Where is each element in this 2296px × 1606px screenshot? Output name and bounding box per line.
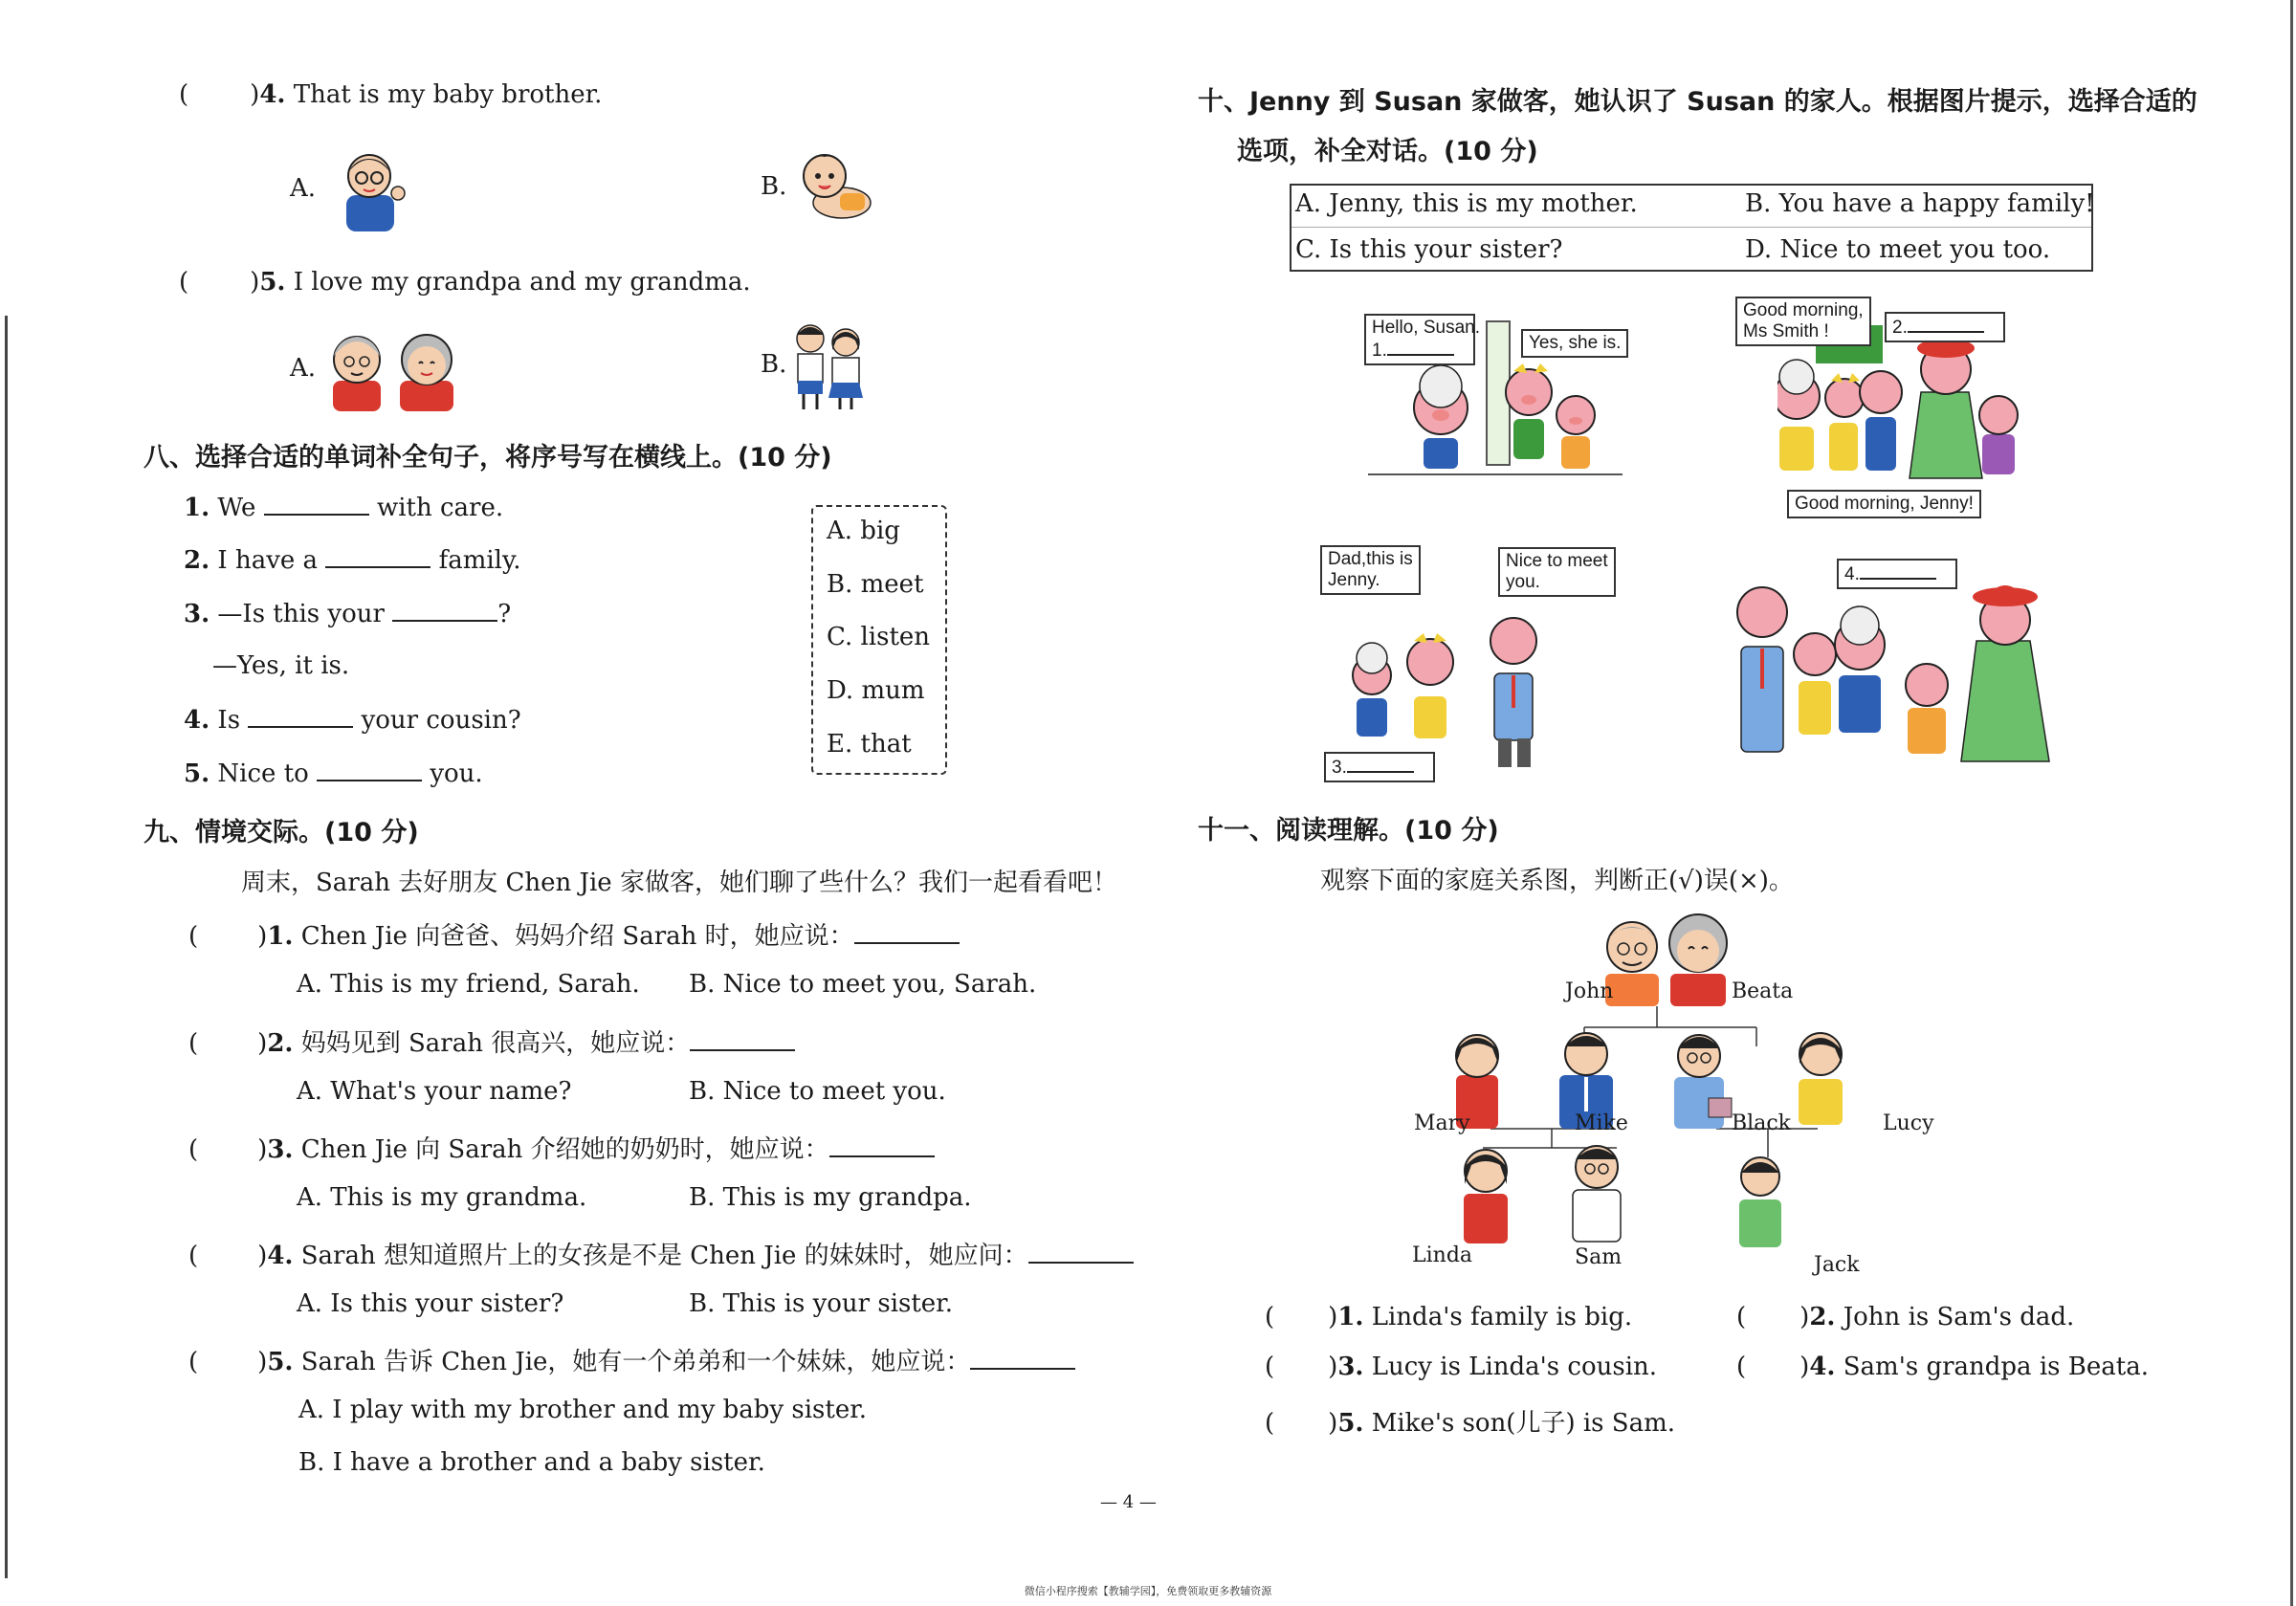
beata-figure (1669, 914, 1727, 1006)
answer-blank[interactable] (248, 705, 353, 728)
q7-4-option-b: B. (761, 172, 787, 201)
answer-blank[interactable] (970, 1347, 1075, 1370)
answer-blank[interactable] (1860, 562, 1936, 580)
answer-blank[interactable] (829, 1134, 935, 1157)
dad-pig-figure (1490, 618, 1536, 767)
grandparents-illustration (321, 321, 465, 411)
q11-item-3: ( )3. Lucy is Linda's cousin. (1265, 1353, 1658, 1381)
bubble-2: Yes, she is. (1521, 329, 1628, 358)
small-pig-figure (1979, 396, 2018, 474)
name-john: John (1565, 979, 1614, 1003)
name-black: Black (1732, 1111, 1791, 1135)
grandma-pig-figure (1835, 606, 1885, 733)
page-number: — 4 — (1100, 1492, 1157, 1512)
lucy-figure (1799, 1033, 1843, 1125)
family-tree-diagram (1397, 907, 1990, 1280)
q9-title: 九、情境交际。(10 分) (144, 818, 419, 847)
q10-option-b: B. You have a happy family! (1745, 189, 2095, 218)
answer-blank[interactable] (690, 1028, 795, 1051)
q8-line-4: 4. Is your cousin? (184, 706, 521, 735)
q8-line-3-reply: —Yes, it is. (212, 651, 350, 680)
answer-blank[interactable] (264, 493, 369, 516)
susan-pig-figure (1906, 664, 1948, 754)
jenny-pig-figure (1825, 373, 1864, 471)
answer-blank[interactable] (1387, 339, 1454, 356)
q10-title-line1: 十、Jenny 到 Susan 家做客，她认识了 Susan 的家人。根据图片提示，选择合适的 (1198, 87, 2197, 117)
susan-pig-figure (1506, 363, 1552, 459)
q9-2-option-a: A. What's your name? (297, 1077, 572, 1106)
q9-item-4: ( )4. Sarah 想知道照片上的女孩是不是 Chen Jie 的妹妹时，她应问： (188, 1236, 1134, 1271)
q9-3-option-a: A. This is my grandma. (297, 1183, 587, 1212)
q9-item-1: ( )1. Chen Jie 向爸爸、妈妈介绍 Sarah 时，她应说： (188, 916, 960, 952)
q11-item-1: ( )1. Linda's family is big. (1265, 1303, 1633, 1331)
q9-2-option-b: B. Nice to meet you. (689, 1077, 946, 1106)
q9-5-option-a: A. I play with my brother and my baby sister. (298, 1396, 868, 1424)
q11-title: 十一、阅读理解。(10 分) (1198, 816, 1499, 846)
q10-title-line2: 选项，补全对话。(10 分) (1237, 137, 1538, 166)
page-edge-right (2290, 0, 2293, 1606)
name-lucy: Lucy (1883, 1111, 1934, 1135)
q8-line-3: 3. —Is this your ? (184, 600, 512, 628)
answer-blank[interactable] (1908, 316, 1984, 333)
jenny-pig-figure (1794, 633, 1836, 735)
grandma-pig-figure (1353, 643, 1391, 737)
q7-5-option-a: A. (290, 354, 317, 383)
word-option-c: C. listen (827, 623, 931, 651)
q7-item-4: ( )4. That is my baby brother. (179, 80, 603, 109)
q9-1-option-b: B. Nice to meet you, Sarah. (689, 970, 1037, 999)
word-bank-box (811, 505, 947, 775)
black-figure (1674, 1035, 1732, 1129)
q7-4-option-a: A. (290, 174, 317, 203)
susan-pig-figure (1860, 371, 1902, 471)
bubble-1: Hello, Susan. 1. (1364, 314, 1475, 365)
baby-crawling-illustration (792, 143, 878, 225)
answer-blank[interactable] (1347, 756, 1414, 773)
q7-5-option-b: B. (761, 350, 787, 379)
bubble-3: Good morning, Ms Smith ! (1735, 297, 1871, 346)
bubble-6: Dad,this is Jenny. (1320, 545, 1421, 595)
q9-4-option-b: B. This is your sister. (689, 1289, 954, 1318)
name-mary: Mary (1414, 1111, 1470, 1135)
mom-pig-figure (1961, 585, 2049, 761)
answer-blank[interactable] (325, 545, 430, 568)
q9-3-option-b: B. This is my grandpa. (689, 1183, 972, 1212)
bubble-7: Nice to meet you. (1498, 547, 1616, 597)
q9-item-3: ( )3. Chen Jie 向 Sarah 介绍她的奶奶时，她应说： (188, 1130, 935, 1165)
ms-smith-pig-figure (1910, 335, 1982, 478)
word-option-a: A. big (827, 517, 900, 545)
linda-figure (1464, 1150, 1508, 1243)
footer-note: 微信小程序搜索【教辅学园】，免费领取更多教辅资源 (1024, 1585, 1272, 1597)
bubble-5: Good morning, Jenny! (1787, 490, 1981, 518)
q9-1-option-a: A. This is my friend, Sarah. (297, 970, 640, 999)
q11-item-2: ( )2. John is Sam's dad. (1736, 1303, 2075, 1331)
grandma-pig-figure (1414, 365, 1468, 469)
q9-4-option-a: A. Is this your sister? (297, 1289, 564, 1318)
word-option-e: E. that (827, 730, 912, 759)
dad-pig-figure (1737, 587, 1787, 752)
bubble-4: 2. (1885, 312, 2005, 342)
q10-options-box (1290, 184, 2093, 272)
q11-intro: 观察下面的家庭关系图，判断正(√)误(×)。 (1320, 867, 1794, 895)
q9-item-2: ( )2. 妈妈见到 Sarah 很高兴，她应说： (188, 1023, 795, 1059)
q8-line-5: 5. Nice to you. (184, 759, 483, 788)
bubble-8: 3. (1324, 752, 1435, 782)
answer-blank[interactable] (854, 921, 960, 944)
q7-item-5: ( )5. I love my grandpa and my grandma. (179, 268, 751, 297)
q10-option-a: A. Jenny, this is my mother. (1295, 189, 1638, 218)
name-beata: Beata (1732, 979, 1794, 1003)
q9-item-5: ( )5. Sarah 告诉 Chen Jie，她有一个弟弟和一个妹妹，她应说： (188, 1342, 1075, 1377)
grandpa-waving-illustration (335, 145, 411, 231)
two-children-illustration (790, 316, 867, 411)
q8-line-1: 1. We with care. (184, 494, 504, 522)
name-linda: Linda (1412, 1243, 1473, 1267)
answer-blank[interactable] (317, 759, 422, 781)
jenny-pig-figure (1556, 396, 1595, 469)
answer-blank[interactable] (1028, 1241, 1134, 1264)
bubble-9: 4. (1837, 559, 1957, 589)
answer-blank[interactable] (392, 599, 497, 622)
q11-item-4: ( )4. Sam's grandpa is Beata. (1736, 1353, 2149, 1381)
q10-option-c: C. Is this your sister? (1295, 235, 1563, 264)
q8-line-2: 2. I have a family. (184, 546, 521, 575)
comic-panel-4 (1728, 574, 2068, 784)
q8-title: 八、选择合适的单词补全句子，将序号写在横线上。(10 分) (144, 443, 832, 473)
word-option-b: B. meet (827, 570, 924, 599)
name-sam: Sam (1575, 1245, 1623, 1269)
grandma-pig-figure (1777, 360, 1820, 471)
page-edge-left (5, 316, 8, 1578)
jack-figure (1739, 1157, 1781, 1247)
q9-intro: 周末，Sarah 去好朋友 Chen Jie 家做客，她们聊了些什么？我们一起看看吧！ (241, 869, 1117, 897)
q11-item-5: ( )5. Mike's son(儿子) is Sam. (1265, 1409, 1676, 1438)
q9-5-option-b: B. I have a brother and a baby sister. (298, 1448, 765, 1477)
q10-option-d: D. Nice to meet you too. (1745, 235, 2051, 264)
name-jack: Jack (1814, 1253, 1860, 1277)
jenny-pig-figure (1407, 633, 1453, 738)
sam-figure (1573, 1146, 1621, 1242)
word-option-d: D. mum (827, 676, 925, 705)
comic-panel-3 (1339, 593, 1559, 775)
name-mike: Mike (1575, 1111, 1628, 1135)
